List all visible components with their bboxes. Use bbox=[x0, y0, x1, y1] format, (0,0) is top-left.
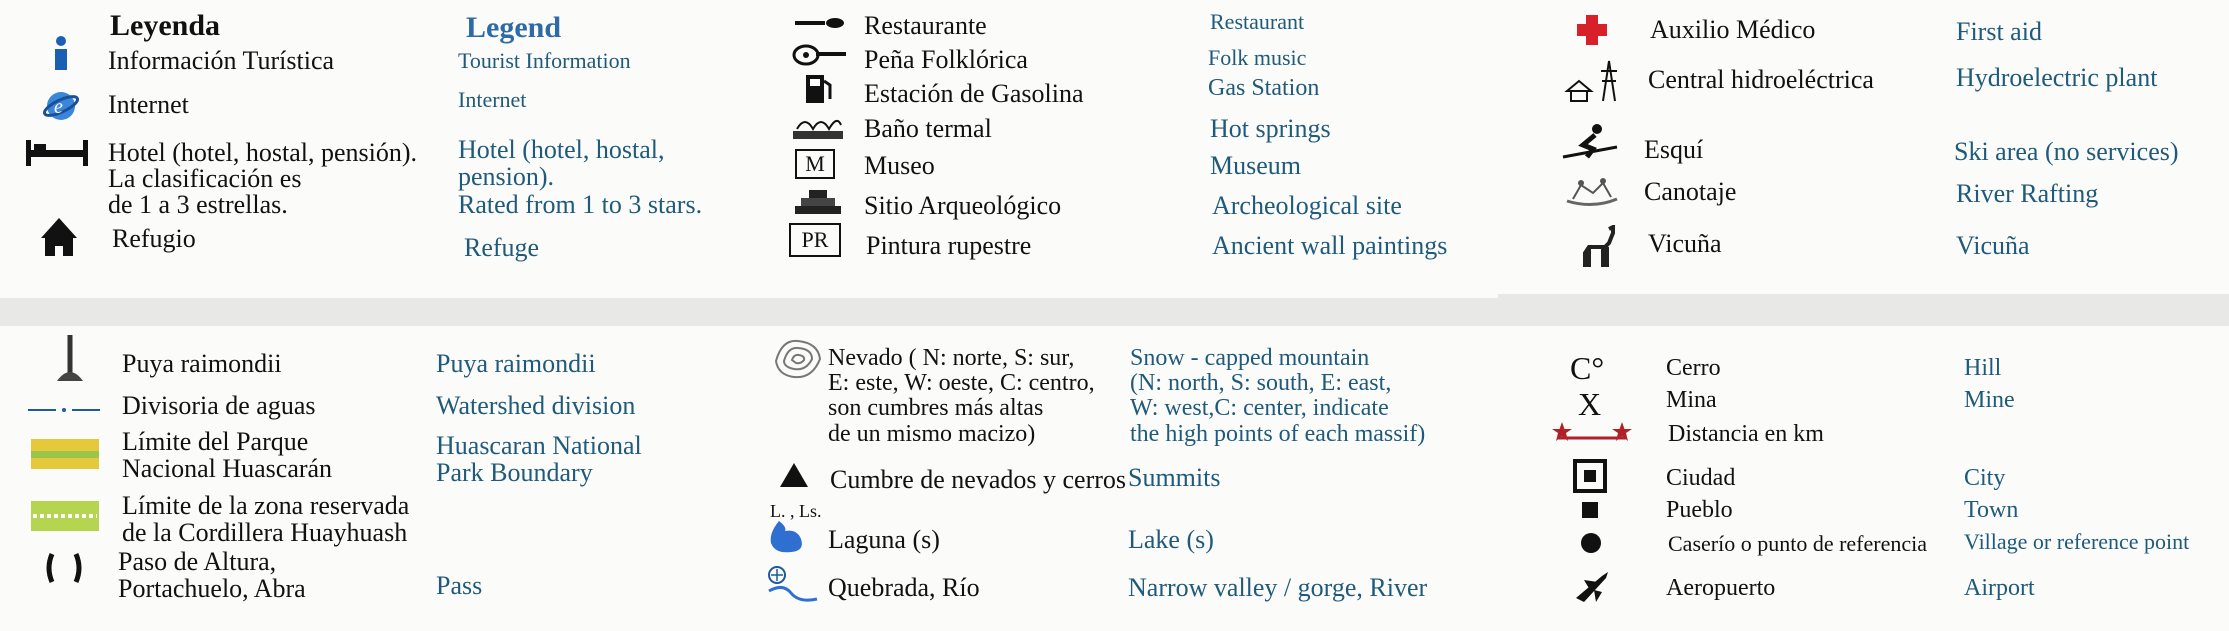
summit-label-es: Cumbre de nevados y cerros bbox=[830, 465, 1127, 494]
hotel-label-es: Hotel (hotel, hostal, pensión). La clasificación es de 1 a 3 estrellas. bbox=[108, 138, 418, 219]
internet-label-es: Internet bbox=[108, 90, 189, 119]
watershed-line-icon bbox=[28, 402, 100, 418]
raft-icon bbox=[1562, 172, 1622, 212]
refuge-label-en: Refuge bbox=[464, 233, 540, 262]
city-label-es: Ciudad bbox=[1666, 465, 1736, 491]
city-label-en: City bbox=[1964, 465, 2006, 491]
nevado-label-en: Snow - capped mountain (N: north, S: south, E: east, W: west,C: center, indicate the high points of each massif) bbox=[1130, 345, 1426, 447]
museo-label-en: Museum bbox=[1210, 151, 1301, 180]
lake-icon-text: L. , Ls. bbox=[770, 501, 822, 521]
park-boundary-icon bbox=[30, 438, 100, 470]
town-label-es: Pueblo bbox=[1666, 497, 1733, 523]
museum-icon-text: M bbox=[795, 149, 835, 179]
pena-label-en: Folk music bbox=[1208, 45, 1307, 70]
watershed-label-en: Watershed division bbox=[436, 391, 636, 420]
legend-title-es: Leyenda bbox=[110, 9, 221, 42]
hydro-label-en: Hydroelectric plant bbox=[1956, 63, 2158, 92]
pass-label-en: Pass bbox=[436, 571, 483, 600]
restaurant-icon bbox=[792, 14, 848, 32]
rupestre-label-es: Pintura rupestre bbox=[866, 231, 1032, 260]
info-icon bbox=[38, 36, 84, 72]
skier-icon bbox=[1560, 122, 1620, 162]
lake-label-es: Laguna (s) bbox=[828, 525, 940, 554]
rock-painting-icon bbox=[788, 222, 842, 258]
river-icon bbox=[762, 562, 820, 606]
river-label-es: Quebrada, Río bbox=[828, 573, 980, 602]
puya-label-en: Puya raimondii bbox=[436, 349, 596, 378]
ruins-label-en: Archeological site bbox=[1212, 191, 1402, 220]
city-icon bbox=[1570, 456, 1610, 496]
village-icon bbox=[1578, 530, 1604, 556]
mine-label-en: Mine bbox=[1964, 387, 2015, 413]
internet-label-en: Internet bbox=[458, 87, 527, 112]
vicuna-icon bbox=[1576, 224, 1622, 270]
rock-painting-icon-text: PR bbox=[789, 223, 841, 257]
legend-panel-other bbox=[1498, 0, 2229, 294]
gas-label-en: Gas Station bbox=[1208, 75, 1320, 101]
nevado-label-es: Nevado ( N: norte, S: sur, E: este, W: oeste, C: centro, son cumbres más altas de un mismo macizo) bbox=[828, 345, 1095, 447]
airport-icon bbox=[1570, 566, 1614, 606]
park-label-en: Huascaran National Park Boundary bbox=[436, 431, 642, 488]
pass-icon bbox=[42, 550, 86, 586]
town-label-en: Town bbox=[1964, 497, 2019, 523]
internet-icon bbox=[40, 86, 82, 126]
firstaid-label-es: Auxilio Médico bbox=[1650, 15, 1816, 44]
info-label-en: Tourist Information bbox=[458, 48, 631, 73]
legend-panel-terrain bbox=[718, 326, 1498, 631]
hill-icon: C° bbox=[1570, 350, 1605, 386]
reserve-label-es: Límite de la zona reservada de la Cordillera Huayhuash bbox=[122, 491, 410, 548]
raft-label-en: River Rafting bbox=[1956, 179, 2099, 208]
info-label-es: Información Turística bbox=[108, 46, 335, 75]
ruins-icon bbox=[790, 186, 846, 218]
raft-label-es: Canotaje bbox=[1644, 177, 1737, 206]
park-label-es: Límite del Parque Nacional Huascarán bbox=[122, 427, 333, 484]
lake-icon bbox=[762, 518, 812, 556]
restaurant-label-en: Restaurant bbox=[1210, 9, 1305, 34]
legend-panel-services bbox=[760, 0, 1498, 298]
gas-pump-icon bbox=[798, 72, 838, 106]
guitar-icon bbox=[790, 40, 850, 68]
hot-spring-icon bbox=[790, 110, 846, 142]
reserve-boundary-icon bbox=[30, 500, 100, 532]
hotspring-label-es: Baño termal bbox=[864, 114, 992, 143]
hill-label-en: Hill bbox=[1964, 355, 2002, 381]
red-cross-icon bbox=[1572, 10, 1612, 50]
legend-panel-boundaries bbox=[0, 326, 718, 631]
pass-label-es: Paso de Altura, Portachuelo, Abra bbox=[118, 547, 306, 604]
bed-icon bbox=[24, 138, 90, 168]
hotel-label-en: Hotel (hotel, hostal, pension). Rated from 1 to 3 stars. bbox=[458, 135, 703, 219]
ruins-label-es: Sitio Arqueológico bbox=[864, 191, 1062, 220]
town-icon bbox=[1578, 498, 1602, 522]
ski-label-es: Esquí bbox=[1644, 135, 1704, 164]
lake-label-en: Lake (s) bbox=[1128, 525, 1214, 554]
vicuna-label-en: Vicuña bbox=[1956, 231, 2030, 260]
puya-icon bbox=[52, 332, 88, 388]
summit-label-en: Summits bbox=[1128, 463, 1221, 492]
summit-icon bbox=[776, 460, 812, 490]
distance-label-es: Distancia en km bbox=[1668, 421, 1824, 447]
village-label-es: Caserío o punto de referencia bbox=[1668, 531, 1927, 556]
refuge-icon bbox=[38, 215, 80, 259]
firstaid-label-en: First aid bbox=[1956, 17, 2042, 46]
mine-icon: X bbox=[1578, 386, 1602, 422]
museum-icon bbox=[794, 148, 836, 180]
legend-title-en: Legend bbox=[466, 11, 562, 44]
restaurant-label-es: Restaurante bbox=[864, 11, 987, 40]
svg-text:e: e bbox=[54, 96, 63, 118]
distance-icon bbox=[1550, 418, 1634, 446]
power-plant-icon bbox=[1562, 56, 1628, 106]
gas-label-es: Estación de Gasolina bbox=[864, 79, 1084, 108]
rupestre-label-en: Ancient wall paintings bbox=[1212, 231, 1448, 260]
hotspring-label-en: Hot springs bbox=[1210, 114, 1331, 143]
mine-label-es: Mina bbox=[1666, 387, 1717, 413]
legend-panel-settlements bbox=[1498, 326, 2229, 631]
vicuna-label-es: Vicuña bbox=[1648, 229, 1722, 258]
ski-label-en: Ski area (no services) bbox=[1954, 137, 2179, 166]
legend-panel-general bbox=[0, 0, 760, 298]
watershed-label-es: Divisoria de aguas bbox=[122, 391, 316, 420]
hill-label-es: Cerro bbox=[1666, 355, 1721, 381]
snow-mountain-icon bbox=[770, 334, 826, 382]
river-label-en: Narrow valley / gorge, River bbox=[1128, 573, 1428, 602]
puya-label-es: Puya raimondii bbox=[122, 349, 282, 378]
airport-label-en: Airport bbox=[1964, 575, 2035, 601]
village-label-en: Village or reference point bbox=[1964, 529, 2190, 554]
hydro-label-es: Central hidroeléctrica bbox=[1648, 65, 1874, 94]
pena-label-es: Peña Folklórica bbox=[864, 45, 1028, 74]
refuge-label-es: Refugio bbox=[112, 224, 196, 253]
museo-label-es: Museo bbox=[864, 151, 935, 180]
airport-label-es: Aeropuerto bbox=[1666, 575, 1776, 601]
